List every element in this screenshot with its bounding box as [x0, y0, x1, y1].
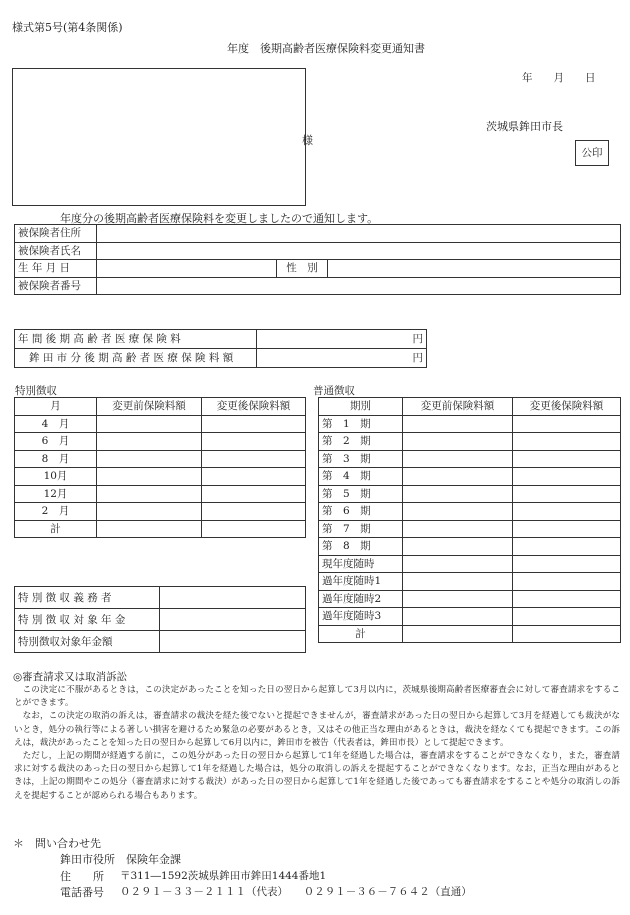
- issue-date: 年 月 日: [522, 72, 596, 84]
- month-label: 4 月: [15, 415, 97, 433]
- appeal-paragraph-2: なお，この決定の取消の訴えは，審査請求の裁決を経た後でないと提起できませんが，審査請求があった日の翌日から起算して3月を経過しても裁決がないとき，処分の執行等による著しい損害を避けるため緊急の必要があるとき，又はその他正当な理由があるときは，裁決を経なくても提起できます。この訴えは，裁決があったことを知った日の翌日から起算して6月以内に，鉾田市を被告（代表者は，鉾田市長）として提起できます。: [14, 711, 620, 748]
- period-label: 過年度随時3: [319, 608, 403, 626]
- pension-label: 特 別 徴 収 対 象 年 金: [15, 609, 160, 631]
- birth-date-label: 生 年 月 日: [15, 260, 97, 278]
- period-label: 第 1 期: [319, 415, 403, 433]
- appeal-body: [14, 684, 620, 803]
- table-row: [319, 503, 621, 521]
- withholding-obligor-table: [14, 586, 306, 653]
- sex-value: [328, 260, 621, 278]
- insured-name-label: 被保険者氏名: [15, 242, 97, 260]
- contact-phone-label: 電話番号: [60, 886, 104, 899]
- addressee-suffix: 様: [302, 134, 313, 147]
- table-row: [15, 260, 621, 278]
- period-label: 過年度随時2: [319, 590, 403, 608]
- table-row: [15, 468, 306, 486]
- column-header: 月: [15, 398, 97, 416]
- sex-label: 性 別: [277, 260, 328, 278]
- table-row: [15, 225, 621, 243]
- table-row: [319, 555, 621, 573]
- month-label: 6 月: [15, 433, 97, 451]
- column-header: 変更前保険料額: [403, 398, 513, 416]
- table-row: [15, 609, 306, 631]
- special-collection-table: [14, 397, 306, 538]
- period-label: 第 4 期: [319, 468, 403, 486]
- insured-number-label: 被保険者番号: [15, 277, 97, 295]
- table-row: [319, 450, 621, 468]
- column-header: 変更後保険料額: [513, 398, 621, 416]
- table-row: [319, 625, 621, 643]
- table-row: [15, 277, 621, 295]
- table-row: [319, 468, 621, 486]
- total-label: 計: [15, 520, 97, 538]
- contact-address: 〒311―1592茨城県鉾田市鉾田1444番地1: [120, 870, 327, 882]
- appeal-paragraph-3: ただし，上記の期間が経過する前に，この処分があった日の翌日から起算して1年を経過した場合は，審査請求をすることができなくなり，また，審査請求に対する裁決のあった日の翌日から起算して1年を経過した場合は，処分の取消しの訴えを提起することができなくなります。なお，正当な理由があるときは，上記の期間やこの処分（審査請求に対する裁決）があった日の翌日から起算して1年を経過した後であっても審査請求をすることや処分の取消しの訴えを提起することが認められる場合もあります。: [14, 751, 620, 801]
- table-row: [15, 450, 306, 468]
- annual-premium-unit: 円: [257, 330, 427, 349]
- normal-collection-title: 普通徴収: [313, 385, 355, 397]
- period-label: 第 7 期: [319, 520, 403, 538]
- table-row: [319, 520, 621, 538]
- table-row: [15, 433, 306, 451]
- table-row: [15, 485, 306, 503]
- document-title: 年度 後期高齢者医療保険料変更通知書: [227, 42, 425, 55]
- month-label: 2 月: [15, 503, 97, 521]
- table-row: [15, 631, 306, 653]
- total-label: 計: [319, 625, 403, 643]
- insured-address-label: 被保険者住所: [15, 225, 97, 243]
- intro-text: 年度分の後期高齢者医療保険料を変更しましたので通知します。: [60, 212, 379, 225]
- period-label: 第 5 期: [319, 485, 403, 503]
- insured-address-value: [97, 225, 621, 243]
- contact-office: 鉾田市役所 保険年金課: [60, 853, 181, 866]
- column-header: 期別: [319, 398, 403, 416]
- city-premium-unit: 円: [257, 349, 427, 368]
- table-row: [319, 608, 621, 626]
- annual-premium-label: 年 間 後 期 高 齢 者 医 療 保 険 料: [15, 330, 257, 349]
- contact-phone: ０２９１－３３－２１１１（代表） ０２９１－３６－７６４２（直通）: [120, 886, 472, 898]
- contact-address-label: 住 所: [60, 870, 104, 883]
- table-row: [15, 520, 306, 538]
- city-premium-label: 鉾 田 市 分 後 期 高 齢 者 医 療 保 険 料 額: [15, 349, 257, 368]
- period-label: 現年度随時: [319, 555, 403, 573]
- table-row: [319, 573, 621, 591]
- period-label: 第 8 期: [319, 538, 403, 556]
- form-number: 様式第5号(第4条関係): [12, 21, 123, 34]
- addressee-box: [12, 68, 313, 206]
- obligor-label: 特 別 徴 収 義 務 者: [15, 587, 160, 609]
- column-header: 変更前保険料額: [97, 398, 202, 416]
- table-row: [15, 242, 621, 260]
- table-row: [319, 485, 621, 503]
- column-header: 変更後保険料額: [202, 398, 306, 416]
- official-seal-label: 公印: [581, 147, 603, 159]
- table-row: [15, 503, 306, 521]
- period-label: 第 2 期: [319, 433, 403, 451]
- contact-heading: ＊ 問い合わせ先: [13, 837, 101, 850]
- appeal-heading: ◎審査請求又は取消訴訟: [13, 671, 128, 683]
- birth-date-value: [97, 260, 277, 278]
- premium-table: [14, 329, 427, 368]
- period-label: 過年度随時1: [319, 573, 403, 591]
- month-label: 12月: [15, 485, 97, 503]
- issuer-name: 茨城県鉾田市長: [486, 120, 563, 133]
- period-label: 第 3 期: [319, 450, 403, 468]
- period-label: 第 6 期: [319, 503, 403, 521]
- table-row: [15, 587, 306, 609]
- table-row: [15, 330, 427, 349]
- table-header: [15, 398, 306, 416]
- insured-info-table: [14, 224, 621, 295]
- table-row: [15, 349, 427, 368]
- appeal-paragraph-1: この決定に不服があるときは，この決定があったことを知った日の翌日から起算して3月以内に，茨城県後期高齢者医療審査会に対して審査請求をすることができます。: [14, 685, 620, 709]
- table-row: [319, 415, 621, 433]
- table-row: [319, 590, 621, 608]
- table-header: [319, 398, 621, 416]
- normal-collection-table: [318, 397, 621, 643]
- pension-amount-label: 特別徴収対象年金額: [15, 631, 160, 653]
- special-collection-title: 特別徴収: [15, 385, 57, 397]
- month-label: 8 月: [15, 450, 97, 468]
- official-seal-box: [575, 140, 609, 166]
- table-row: [319, 538, 621, 556]
- insured-name-value: [97, 242, 621, 260]
- month-label: 10月: [15, 468, 97, 486]
- table-row: [15, 415, 306, 433]
- table-row: [319, 433, 621, 451]
- insured-number-value: [97, 277, 621, 295]
